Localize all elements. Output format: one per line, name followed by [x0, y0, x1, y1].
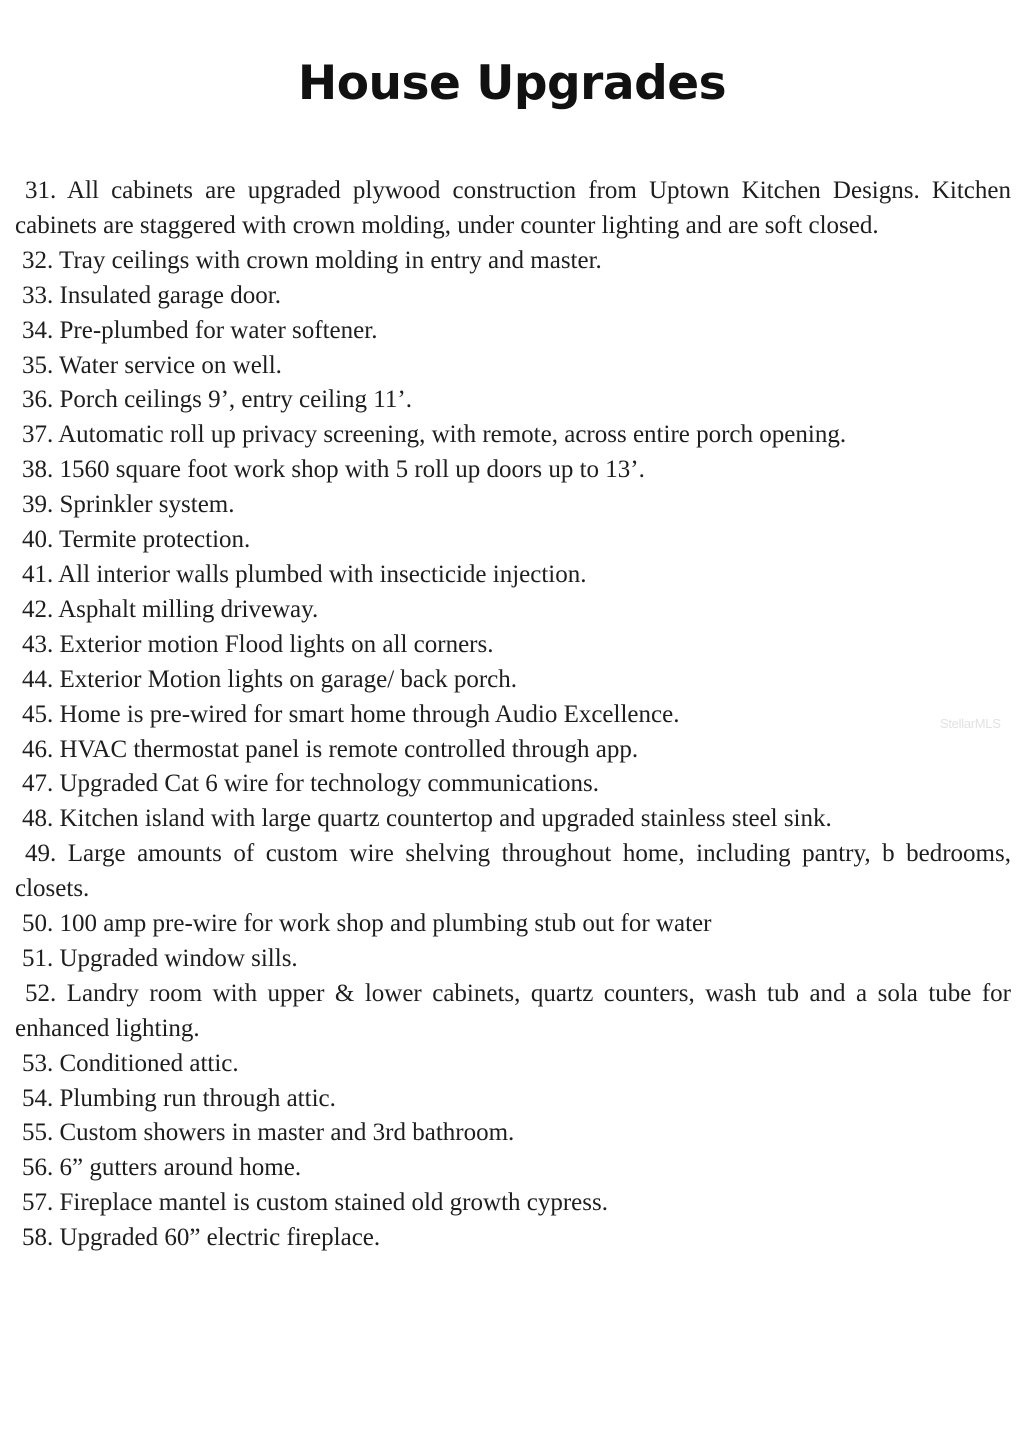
page-title: House Upgrades	[297, 56, 727, 111]
list-item: 36. Porch ceilings 9’, entry ceiling 11’.	[22, 386, 412, 414]
list-item: 41. All interior walls plumbed with insecticide injection.	[22, 560, 587, 588]
list-item: 57. Fireplace mantel is custom stained old growth cypress.	[22, 1189, 608, 1217]
list-item: 42. Asphalt milling driveway.	[22, 595, 319, 623]
list-item: 56. 6” gutters around home.	[22, 1154, 302, 1182]
list-item: 51. Upgraded window sills.	[22, 944, 298, 972]
list-item: 49. Large amounts of custom wire shelving throughout home, including pantry, b bedrooms, closets.	[15, 840, 1011, 903]
list-item: 33. Insulated garage door.	[22, 281, 281, 309]
list-item: 50. 100 amp pre-wire for work shop and plumbing stub out for water	[22, 910, 712, 938]
list-item: 58. Upgraded 60” electric fireplace.	[22, 1224, 381, 1252]
list-item: 34. Pre-plumbed for water softener.	[22, 316, 378, 344]
list-item: 40. Termite protection.	[22, 526, 251, 554]
list-item: 48. Kitchen island with large quartz countertop and upgraded stainless steel sink.	[22, 805, 832, 833]
list-item: 44. Exterior Motion lights on garage/ back porch.	[22, 665, 518, 693]
list-item: 46. HVAC thermostat panel is remote controlled through app.	[22, 735, 639, 763]
list-item: 53. Conditioned attic.	[22, 1049, 239, 1077]
watermark: StellarMLS	[940, 716, 1001, 731]
list-item: 43. Exterior motion Flood lights on all corners.	[22, 630, 494, 658]
list-item: 47. Upgraded Cat 6 wire for technology communications.	[22, 770, 599, 798]
list-item: 45. Home is pre-wired for smart home through Audio Excellence.	[22, 700, 680, 728]
list-item: 32. Tray ceilings with crown molding in entry and master.	[22, 246, 602, 274]
list-item: 31. All cabinets are upgraded plywood construction from Uptown Kitchen Designs. Kitchen cabinets are staggered with crown molding, under counter lighting and are soft closed.	[15, 177, 1011, 239]
list-item: 38. 1560 square foot work shop with 5 roll up doors up to 13’.	[22, 456, 645, 484]
list-item: 37. Automatic roll up privacy screening, with remote, across entire porch opening.	[22, 421, 847, 449]
list-item: 35. Water service on well.	[22, 351, 282, 379]
list-item: 52. Landry room with upper & lower cabinets, quartz counters, wash tub and a sola tube for enhanced lighting.	[15, 979, 1011, 1042]
list-item: 39. Sprinkler system.	[22, 491, 235, 519]
list-item: 54. Plumbing run through attic.	[22, 1084, 336, 1112]
upgrades-list	[15, 174, 1011, 1256]
list-item: 55. Custom showers in master and 3rd bathroom.	[22, 1119, 515, 1147]
